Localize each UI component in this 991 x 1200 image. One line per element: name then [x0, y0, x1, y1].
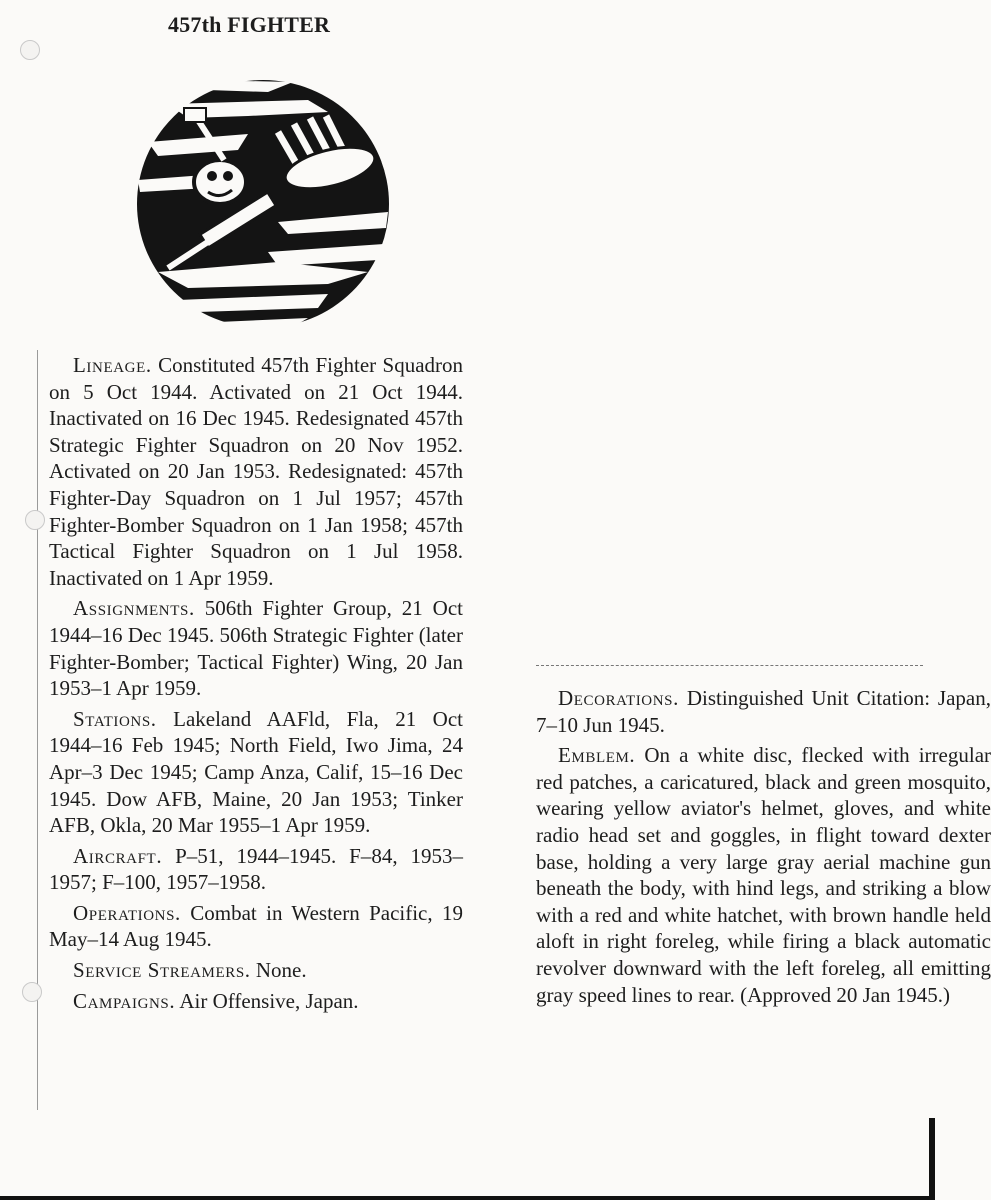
- binder-hole: [20, 40, 40, 60]
- section-heading: Operations.: [73, 900, 181, 925]
- aircraft-paragraph: [49, 843, 463, 896]
- right-column-clip: [520, 660, 991, 1110]
- emblem-paragraph: [536, 742, 991, 1008]
- right-column: [536, 685, 991, 1008]
- section-body: Lakeland AAFld, Fla, 21 Oct 1944–16 Feb 1945; North Field, Iwo Jima, 24 Apr–3 Dec 1945; Camp Anza, Calif, 15–16 Dec 1945. Dow AFB, Maine, 20 Jan 1953; Tinker AFB, Okla, 20 Mar 1955–1 Apr 1959.: [49, 706, 464, 838]
- section-heading: Service Streamers.: [73, 958, 251, 983]
- page-title: 457th FIGHTER: [168, 12, 331, 37]
- section-body: P–51, 1944–1945. F–84, 1953–1957; F–100, 1957–1958.: [49, 843, 464, 895]
- binder-hole: [25, 510, 45, 530]
- section-heading: Campaigns.: [73, 988, 176, 1013]
- section-body: 506th Fighter Group, 21 Oct 1944–16 Dec 1945. 506th Strategic Fighter (later Fighter-Bomber; Tactical Fighter) Wing, 20 Jan 1953–1 Apr 1959.: [49, 596, 463, 701]
- squadron-emblem: [128, 72, 398, 337]
- section-body: On a white disc, flecked with irregular red patches, a caricatured, black and green mosquito, wearing yellow aviator's helmet, gloves, and white radio head set and goggles, in flight toward dexter base, holding a very large gray aerial machine gun beneath the body, with hind legs, and striking a blow with a red and white hatchet, with brown handle held aloft in right foreleg, while firing a black automatic revolver downward with the left foreleg, all emitting gray speed lines to rear. (Approved 20 Jan 1945.): [536, 743, 991, 1007]
- lineage-paragraph: [49, 352, 463, 591]
- section-body: Distinguished Unit Citation: Japan, 7–10 Jun 1945.: [536, 686, 991, 737]
- left-column: [49, 352, 463, 1014]
- column-divider: [536, 665, 923, 666]
- stations-paragraph: [49, 706, 463, 839]
- service-streamers-paragraph: [49, 957, 463, 984]
- operations-paragraph: [49, 900, 463, 953]
- scan-edge-bottom: [0, 1196, 935, 1200]
- decorations-paragraph: [536, 685, 991, 738]
- binder-hole: [22, 982, 42, 1002]
- scan-edge: [929, 1118, 935, 1200]
- section-body: None.: [255, 958, 307, 983]
- section-body: Combat in Western Pacific, 19 May–14 Aug 1945.: [49, 900, 463, 952]
- section-body: Constituted 457th Fighter Squadron on 5 Oct 1944. Activated on 21 Oct 1944. Inactivated on 16 Dec 1945. Redesignated 457th Strategic Fighter Squadron on 20 Nov 1952. Activated on 20 Jan 1953. Redesignated: 457th Fighter-Day Squadron on 1 Jul 1957; 457th Fighter-Bomber Squadron on 1 Jan 1958; 457th Tactical Fighter Squadron on 1 Jul 1958. Inactivated on 1 Apr 1959.: [49, 353, 464, 590]
- section-heading: Emblem.: [558, 743, 636, 768]
- section-body: Air Offensive, Japan.: [179, 988, 359, 1013]
- section-heading: Decorations.: [558, 686, 679, 710]
- section-heading: Stations.: [73, 706, 157, 731]
- section-heading: Aircraft.: [73, 843, 163, 868]
- section-heading: Assignments.: [73, 596, 195, 621]
- section-heading: Lineage.: [73, 353, 152, 377]
- campaigns-paragraph: [49, 988, 463, 1015]
- assignments-paragraph: [49, 595, 463, 701]
